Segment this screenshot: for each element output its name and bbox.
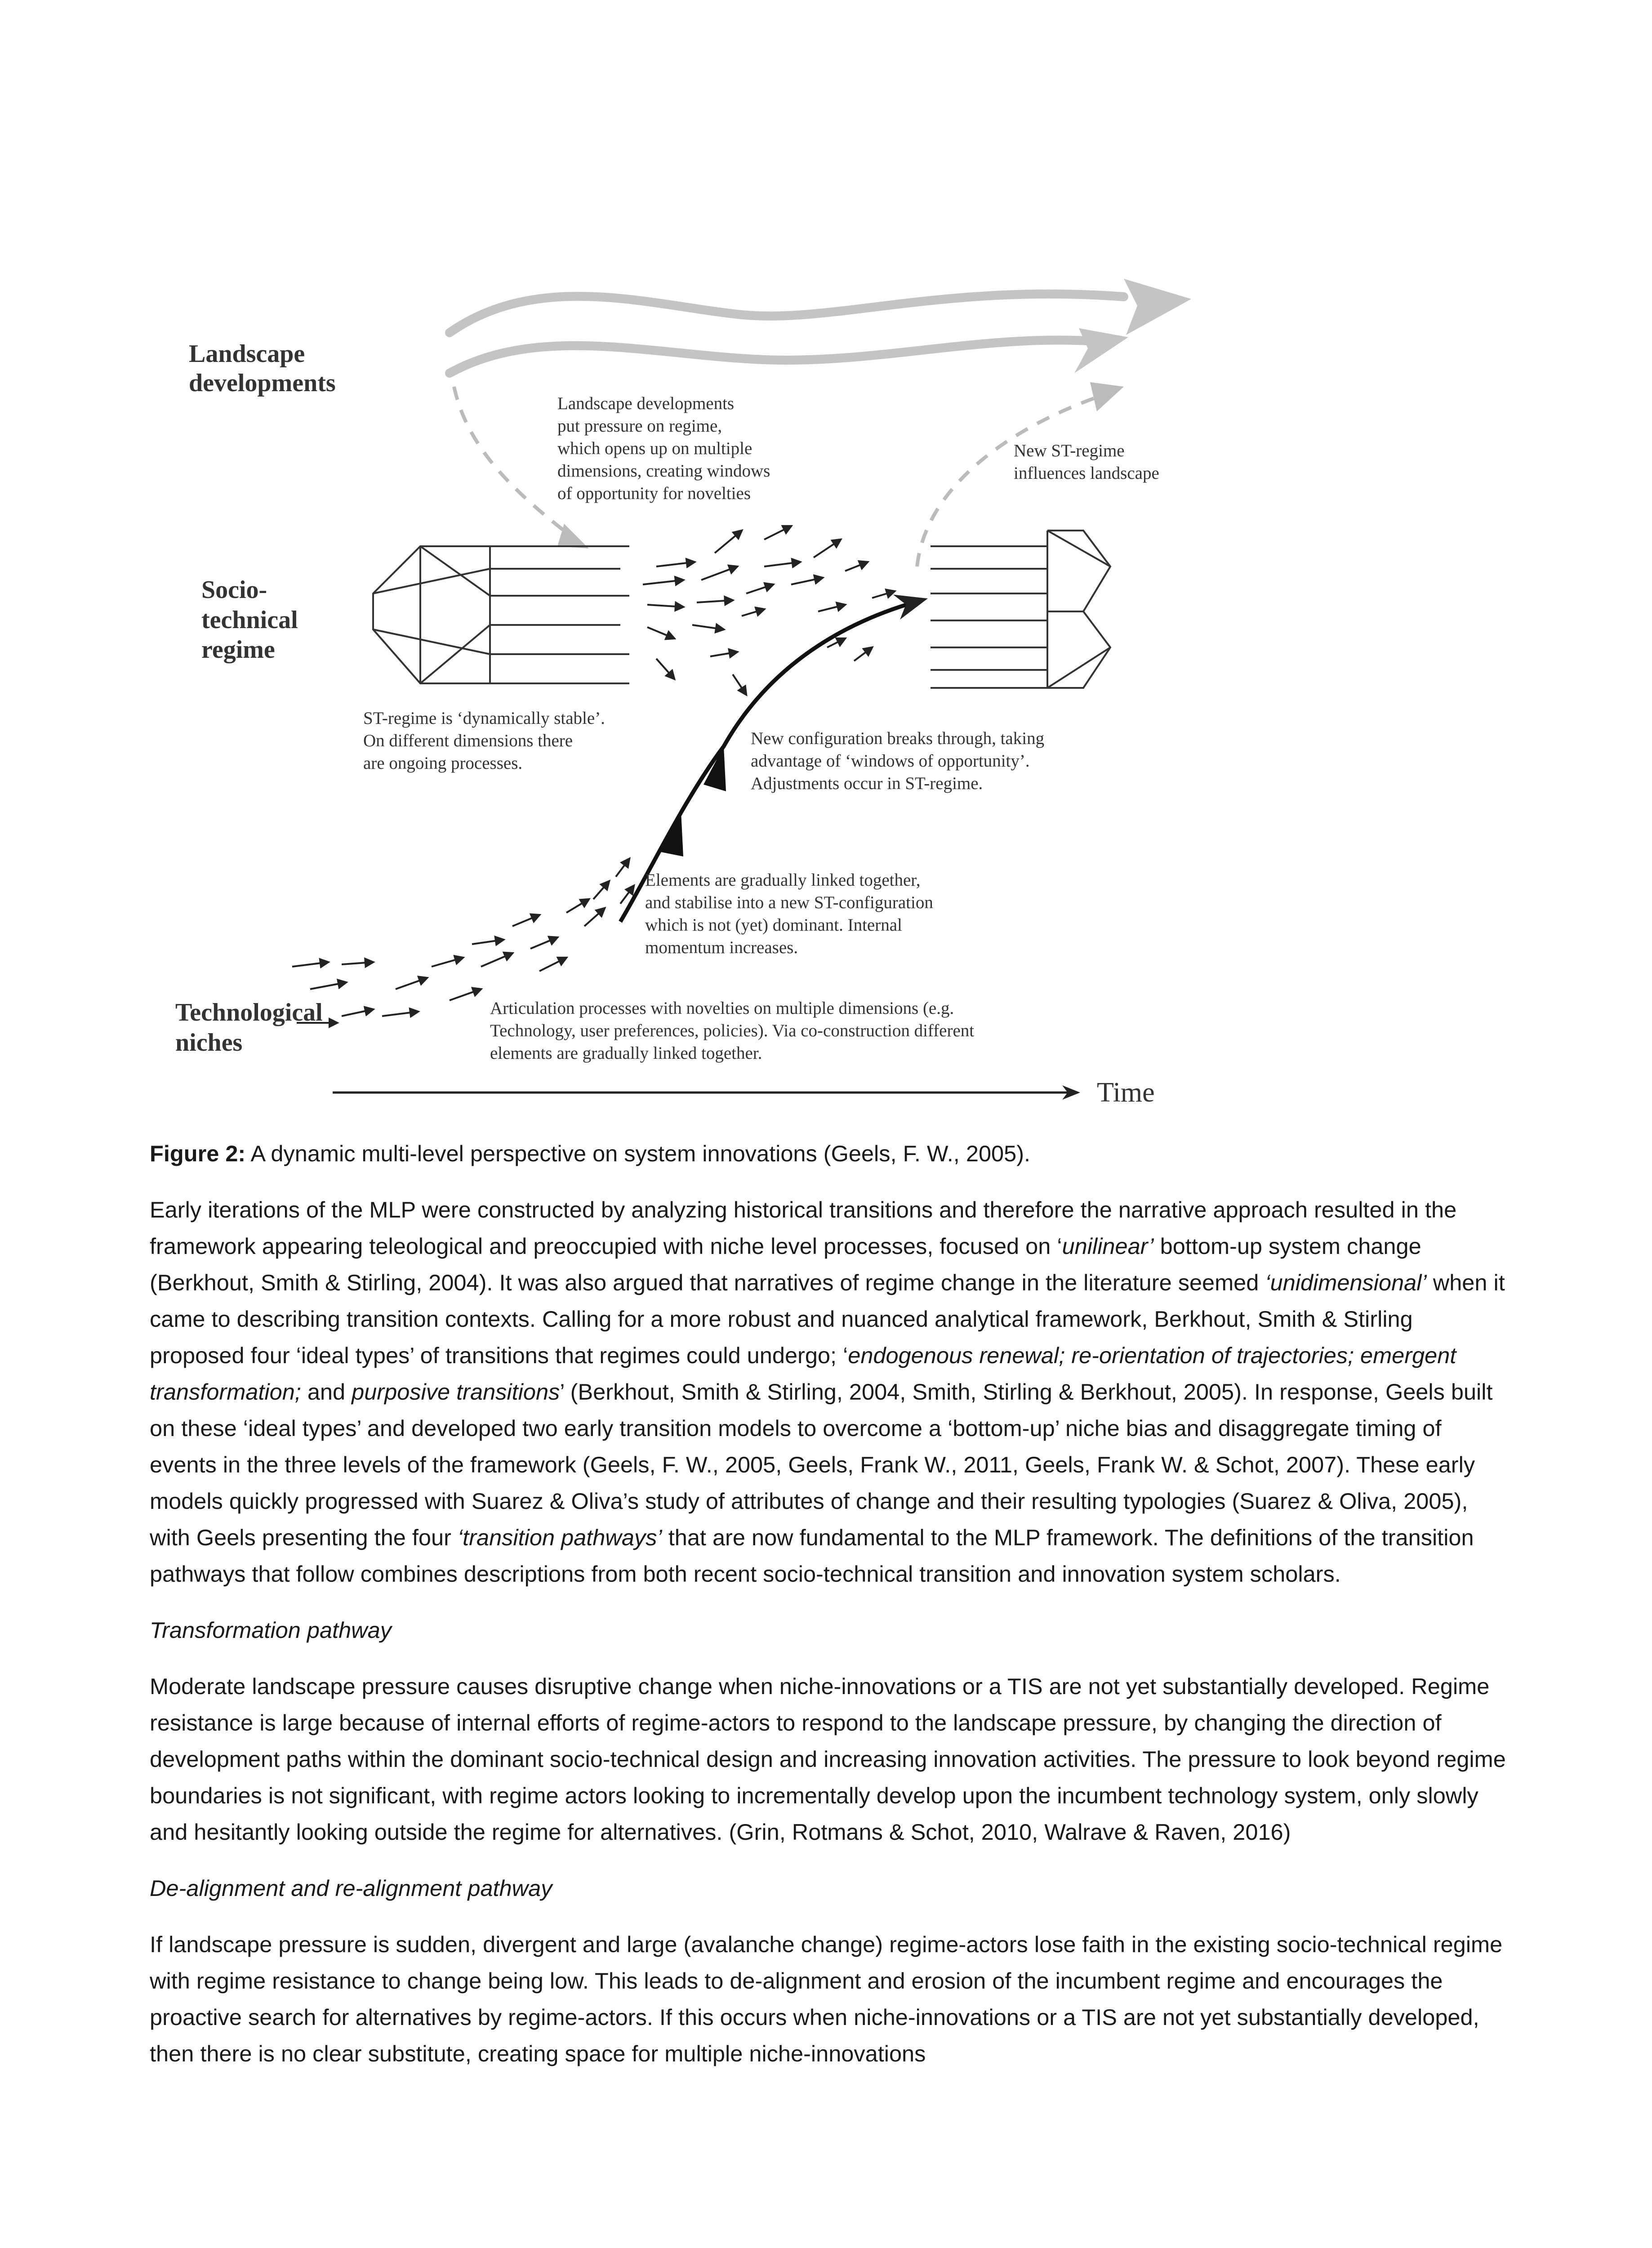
text-run: that are now fundamental to the MLP framework. The definitions of the transition pathways that follow combines descriptions from both recent socio-technical transition and innovation system scholars.	[150, 1525, 1474, 1587]
annotation-line: On different dimensions there	[363, 731, 573, 750]
caption-label: Figure 2:	[150, 1141, 246, 1166]
landscape-arrowhead-1	[1124, 279, 1191, 335]
heading-dealignment-pathway: De-alignment and re-alignment pathway	[150, 1875, 552, 1901]
text-run: and	[301, 1379, 352, 1405]
text-run-italic: unilinear’	[1062, 1233, 1154, 1259]
annotation-line: momentum increases.	[645, 938, 798, 957]
text-run-italic: ‘unidimensional’	[1265, 1270, 1427, 1295]
caption-text: A dynamic multi-level perspective on system innovations (Geels, F. W., 2005).	[245, 1141, 1031, 1166]
annotation-line: and stabilise into a new ST-configuration	[645, 893, 933, 912]
landscape-wave-1	[450, 294, 1124, 333]
regime-influence-dashed-arrowhead	[1090, 382, 1124, 411]
heading-transformation-pathway: Transformation pathway	[150, 1617, 392, 1643]
annotation-line: ST-regime is ‘dynamically stable’.	[363, 709, 605, 728]
text-run-italic: purposive transitions	[352, 1379, 560, 1405]
text-run: ’ (Berkhout, Smith & Stirling, 2004, Smith, Stirling & Berkhout, 2005). In response, Geels built on these ‘ideal types’ and developed two early transition models to overcome a ‘bottom-up’ niche bias and disaggregate timing of events in the three levels of the framework (Geels, F. W., 2005, Geels, Frank W., 2011, Geels, Frank W. & Schot, 2007). These early models quickly progressed with Suarez & Oliva’s study of attributes of change and their resulting typologies (Suarez & Oliva, 2005), with Geels presenting the four	[150, 1379, 1493, 1550]
landscape-label-line-1: Landscape	[189, 340, 305, 368]
regime-label-line-3: regime	[201, 636, 275, 664]
new-regime-annotation	[1014, 441, 1159, 483]
landscape-arrowhead-2	[1074, 328, 1128, 373]
articulation-annotation	[490, 999, 974, 1063]
regime-label-line-2: technical	[201, 606, 298, 634]
annotation-line: Elements are gradually linked together,	[645, 870, 921, 890]
annotation-line: elements are gradually linked together.	[490, 1044, 762, 1063]
text-run: Early iterations of the MLP were constructed by analyzing historical transitions and therefore the narrative approach resulted in the framework appearing teleological and preoccupied with niche level processes, focused on ‘	[150, 1197, 1457, 1259]
annotation-line: influences landscape	[1014, 464, 1159, 483]
annotation-line: New ST-regime	[1014, 441, 1125, 460]
annotation-line: which opens up on multiple	[557, 439, 753, 458]
annotation-line: of opportunity for novelties	[557, 484, 751, 503]
paragraph-mlp-iterations	[150, 1191, 1507, 1592]
niches-label-line-2: niches	[175, 1029, 243, 1057]
annotation-line: put pressure on regime,	[557, 416, 722, 436]
paragraph-dealignment-pathway: If landscape pressure is sudden, divergent and large (avalanche change) regime-actors lose faith in the existing socio-technical regime with regime resistance to change being low. This leads to de-alignment and erosion of the incumbent regime and encourages the proactive search for alternatives by regime-actors. If this occurs when niche-innovations or a TIS are not yet substantially developed, then there is no clear substitute, creating space for multiple niche-innovations	[150, 1931, 1503, 2066]
regime-label-line-1: Socio-	[201, 576, 267, 604]
annotation-line: are ongoing processes.	[363, 754, 523, 773]
figure-caption	[150, 1135, 1507, 1172]
annotation-line: Adjustments occur in ST-regime.	[751, 774, 983, 793]
text-run-italic: endogenous renewal; re-orientation of trajectories; emergent transformation;	[150, 1343, 1456, 1405]
breakthrough-annotation	[751, 729, 1044, 793]
paragraph-transformation-pathway: Moderate landscape pressure causes disruptive change when niche-innovations or a TIS are not yet substantially developed. Regime resistance is large because of internal efforts of regime-actors to respond to the landscape pressure, by changing the direction of development paths within the dominant socio-technical design and increasing innovation activities. The pressure to look beyond regime boundaries is not significant, with regime actors looking to incrementally develop upon the incumbent technology system, only slowly and hesitantly looking outside the regime for alternatives. (Grin, Rotmans & Schot, 2010, Walrave & Raven, 2016)	[150, 1673, 1506, 1845]
regime-stable-annotation	[363, 709, 605, 773]
annotation-line: advantage of ‘windows of opportunity’.	[751, 751, 1030, 771]
current-regime-prism	[373, 546, 629, 683]
annotation-line: Articulation processes with novelties on multiple dimensions (e.g.	[490, 999, 954, 1018]
text-run: when it came to describing transition contexts. Calling for a more robust and nuanced analytical framework, Berkhout, Smith & Stirling proposed four ‘ideal types’ of transitions that regimes could undergo; ‘	[150, 1270, 1505, 1368]
annotation-line: Technology, user preferences, policies). Via co-construction different	[490, 1021, 975, 1040]
regime-level-label	[201, 576, 298, 664]
trajectory-arrowhead-lower	[661, 812, 683, 856]
new-regime-prism	[931, 531, 1110, 688]
landscape-level-label	[189, 340, 336, 397]
landscape-waves	[450, 294, 1124, 373]
text-run: bottom-up system change (Berkhout, Smith & Stirling, 2004). It was also argued that narratives of regime change in the literature seemed	[150, 1233, 1421, 1295]
annotation-line: which is not (yet) dominant. Internal	[645, 915, 902, 935]
text-run-italic: ‘transition pathways’	[457, 1525, 662, 1550]
landscape-pressure-annotation	[557, 394, 770, 503]
annotation-line: dimensions, creating windows	[557, 461, 770, 481]
body-text	[150, 1135, 1507, 2092]
niches-level-label	[175, 999, 323, 1057]
annotation-line: Landscape developments	[557, 394, 735, 413]
annotation-line: New configuration breaks through, taking	[751, 729, 1045, 748]
landscape-label-line-2: developments	[189, 369, 336, 397]
regime-process-arrows	[643, 526, 895, 695]
time-axis-label: Time	[1097, 1077, 1155, 1108]
niches-label-line-1: Technological	[175, 999, 323, 1026]
linked-annotation	[645, 870, 933, 957]
landscape-wave-2	[450, 340, 1101, 373]
